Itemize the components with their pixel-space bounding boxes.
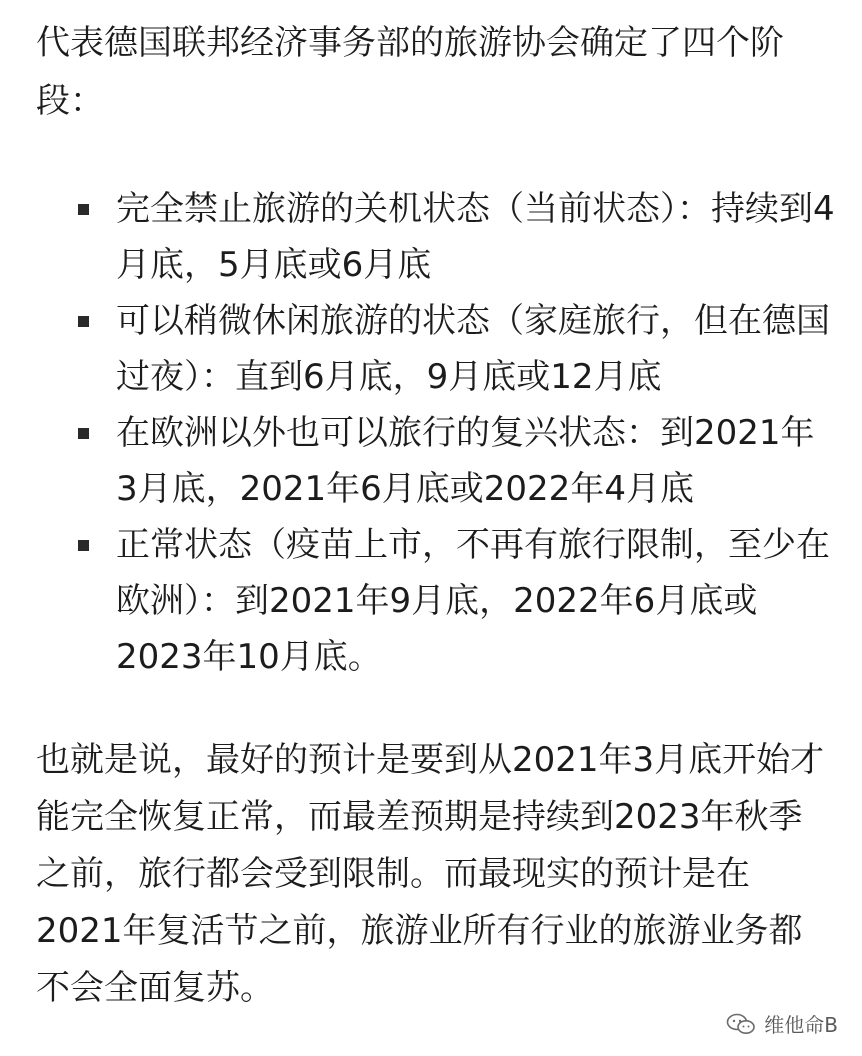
square-bullet-icon [78, 428, 89, 439]
list-item [36, 517, 836, 685]
stage-list [36, 181, 836, 685]
square-bullet-icon [78, 204, 89, 215]
list-item [36, 293, 836, 405]
stage-text: 正常状态（疫苗上市，不再有旅行限制，至少在欧洲）：到2021年9月底，2022年6月底或2023年10月底。 [116, 525, 830, 677]
stage-text: 完全禁止旅游的关机状态（当前状态）：持续到4月底，5月底或6月底 [116, 189, 835, 285]
wechat-icon [726, 1013, 756, 1035]
stage-text: 可以稍微休闲旅游的状态（家庭旅行，但在德国过夜）：直到6月底，9月底或12月底 [116, 301, 830, 397]
conclusion-paragraph: 也就是说，最好的预计是要到从2021年3月底开始才能完全恢复正常，而最差预期是持续到2023年秋季之前，旅行都会受到限制。而最现实的预计是在2021年复活节之前，旅游业所有行业的旅游业务都不会全面复苏。 [36, 740, 825, 1008]
square-bullet-icon [78, 316, 89, 327]
intro-paragraph: 代表德国联邦经济事务部的旅游协会确定了四个阶段： [36, 23, 784, 121]
list-item [36, 181, 836, 293]
list-item [36, 405, 836, 517]
watermark-label: 维他命B [764, 1013, 838, 1037]
stage-text: 在欧洲以外也可以旅行的复兴状态：到2021年3月底，2021年6月底或2022年4月底 [116, 413, 815, 509]
watermark [726, 1009, 838, 1038]
square-bullet-icon [78, 540, 89, 551]
